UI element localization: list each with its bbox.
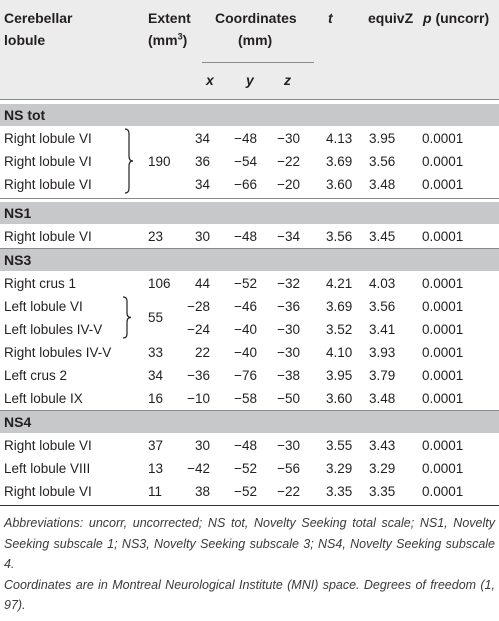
cell-t: 3.55 <box>326 438 353 453</box>
table-header <box>0 0 499 99</box>
cell-y: −40 <box>234 345 257 360</box>
table-footnote <box>4 513 495 616</box>
cell-z: −38 <box>277 368 300 383</box>
cell-z: −20 <box>277 177 300 192</box>
cell-lobule: Right lobule VI <box>4 484 92 499</box>
coordinates-rule <box>202 62 314 63</box>
cell-z: −30 <box>277 345 300 360</box>
cell-y: −76 <box>234 368 257 383</box>
header-coordinates-line2: (mm) <box>238 32 273 48</box>
cell-y: −48 <box>234 438 257 453</box>
cell-t: 3.69 <box>326 154 353 169</box>
table-row <box>0 225 499 249</box>
cell-lobule: Left crus 2 <box>4 368 68 383</box>
table-row-group-extent <box>0 306 499 330</box>
cell-equivz: 3.35 <box>369 484 396 499</box>
header-x: x <box>206 72 214 88</box>
cell-z: −22 <box>277 484 300 499</box>
cell-p: 0.0001 <box>422 345 464 360</box>
cell-z: −30 <box>277 438 300 453</box>
header-lobule-line2: lobule <box>4 32 46 48</box>
cell-extent: 34 <box>148 368 164 383</box>
table-row <box>0 272 499 296</box>
section-header-ns1 <box>0 202 499 224</box>
cell-t: 4.21 <box>326 276 353 291</box>
table-row <box>0 480 499 504</box>
cell-t: 3.56 <box>326 229 353 244</box>
cell-z: −34 <box>277 229 300 244</box>
header-extent-line2: $(mm^3)$ <box>148 31 188 48</box>
cell-x: −10 <box>187 391 210 406</box>
cell-x: 34 <box>194 131 210 146</box>
cell-extent: 55 <box>148 310 164 325</box>
cell-t: 3.29 <box>326 461 353 476</box>
section-title: NS tot <box>4 107 46 123</box>
header-equivz: equivZ <box>368 10 414 26</box>
cell-equivz: 3.43 <box>369 438 396 453</box>
header-bottom-rule <box>0 99 499 100</box>
cell-lobule: Left lobules IV-V <box>4 322 103 337</box>
cell-lobule: Left lobule VIII <box>4 461 91 476</box>
section-rule <box>0 198 499 199</box>
table-row <box>0 150 499 174</box>
cell-t: 3.60 <box>326 177 353 192</box>
section-title: NS4 <box>4 414 32 430</box>
cell-extent: 33 <box>148 345 164 360</box>
cell-t: 4.13 <box>326 131 353 146</box>
cell-y: −46 <box>234 299 257 314</box>
cell-extent: 190 <box>148 154 171 169</box>
cell-extent: 11 <box>148 484 163 499</box>
cell-z: −36 <box>277 299 300 314</box>
cell-lobule: Left lobule IX <box>4 391 83 406</box>
section-header-ns3 <box>0 249 499 271</box>
cell-equivz: 3.41 <box>369 322 396 337</box>
cell-equivz: 3.56 <box>369 299 396 314</box>
cell-p: 0.0001 <box>422 154 464 169</box>
cell-y: −66 <box>234 177 257 192</box>
cell-y: −52 <box>234 276 257 291</box>
header-z: z <box>284 72 291 88</box>
table-row <box>0 434 499 458</box>
cell-x: −36 <box>187 368 210 383</box>
cell-x: −24 <box>187 322 210 337</box>
cell-p: 0.0001 <box>422 322 464 337</box>
header-coordinates-line1: Coordinates <box>215 10 297 26</box>
cell-z: −32 <box>277 276 300 291</box>
cell-equivz: 3.48 <box>369 391 396 406</box>
cell-lobule: Left lobule VI <box>4 299 83 314</box>
cell-equivz: 3.48 <box>369 177 396 192</box>
cell-equivz: 3.95 <box>369 131 396 146</box>
cell-extent: 106 <box>148 276 171 291</box>
cell-y: −52 <box>234 484 257 499</box>
header-extent-line1: Extent <box>148 10 191 26</box>
header-lobule-line1: Cerebellar <box>4 10 73 26</box>
cell-p: 0.0001 <box>422 299 464 314</box>
header-p-uncorr: p (uncorr) <box>423 10 490 26</box>
table-row <box>0 364 499 388</box>
cell-lobule: Right lobules IV-V <box>4 345 112 360</box>
cell-t: 3.69 <box>326 299 353 314</box>
table-row <box>0 387 499 411</box>
cell-p: 0.0001 <box>422 438 464 453</box>
table-row <box>0 127 499 151</box>
cell-x: 22 <box>194 345 210 360</box>
cell-x: 30 <box>194 438 210 453</box>
section-header-ns4 <box>0 411 499 433</box>
group-brace <box>124 128 134 194</box>
table-row <box>0 457 499 481</box>
cell-lobule: Right crus 1 <box>4 276 77 291</box>
cell-t: 3.52 <box>326 322 353 337</box>
cell-equivz: 4.03 <box>369 276 396 291</box>
cell-p: 0.0001 <box>422 461 464 476</box>
cell-equivz: 3.79 <box>369 368 396 383</box>
table-row <box>0 173 499 197</box>
cell-p: 0.0001 <box>422 276 464 291</box>
cell-x: 38 <box>194 484 210 499</box>
cell-lobule: Right lobule VI <box>4 131 92 146</box>
cell-t: 3.35 <box>326 484 353 499</box>
header-y: y <box>246 72 254 88</box>
table-row <box>0 341 499 365</box>
cell-equivz: 3.29 <box>369 461 396 476</box>
cell-equivz: 3.93 <box>369 345 396 360</box>
cell-z: −30 <box>277 131 300 146</box>
cell-z: −22 <box>277 154 300 169</box>
cell-y: −48 <box>234 229 257 244</box>
cell-x: 30 <box>194 229 210 244</box>
cell-z: −56 <box>277 461 300 476</box>
table-bottom-rule <box>0 505 499 506</box>
cell-y: −58 <box>234 391 257 406</box>
header-t: t <box>328 10 333 26</box>
cell-lobule: Right lobule VI <box>4 229 92 244</box>
cell-y: −54 <box>234 154 257 169</box>
cell-x: 36 <box>194 154 210 169</box>
section-title: NS1 <box>4 205 32 221</box>
cell-lobule: Right lobule VI <box>4 154 92 169</box>
section-header-ns-tot <box>0 104 499 126</box>
cell-lobule: Right lobule VI <box>4 438 92 453</box>
cell-z: −30 <box>277 322 300 337</box>
cell-p: 0.0001 <box>422 229 464 244</box>
cell-p: 0.0001 <box>422 177 464 192</box>
cell-extent: 23 <box>148 229 164 244</box>
cell-extent: 37 <box>148 438 164 453</box>
cell-p: 0.0001 <box>422 391 464 406</box>
cell-lobule: Right lobule VI <box>4 177 92 192</box>
cell-equivz: 3.45 <box>369 229 396 244</box>
cell-x: −28 <box>187 299 210 314</box>
cell-x: 34 <box>194 177 210 192</box>
cell-t: 3.60 <box>326 391 353 406</box>
cell-t: 4.10 <box>326 345 353 360</box>
section-title: NS3 <box>4 252 32 268</box>
cell-x: 44 <box>194 276 210 291</box>
cell-extent: 16 <box>148 391 164 406</box>
footnote-coordinates: Coordinates are in Montreal Neurological Institute (MNI) space. Degrees of freedom (1, 97). <box>4 577 495 612</box>
cell-extent: 13 <box>148 461 164 476</box>
footnote-abbreviations: Abbreviations: uncorr, uncorrected; NS tot, Novelty Seeking total scale; NS1, Novelty Seeking subscale 1; NS3, Novelty Seeking subscale 3; NS4, Novelty Seeking subscale 4. <box>4 516 495 571</box>
cell-p: 0.0001 <box>422 131 464 146</box>
cell-y: −40 <box>234 322 257 337</box>
cell-p: 0.0001 <box>422 484 464 499</box>
cell-equivz: 3.56 <box>369 154 396 169</box>
cell-z: −50 <box>277 391 300 406</box>
cell-p: 0.0001 <box>422 368 464 383</box>
cell-t: 3.95 <box>326 368 353 383</box>
cell-y: −52 <box>234 461 257 476</box>
cell-x: −42 <box>187 461 210 476</box>
cell-y: −48 <box>234 131 257 146</box>
